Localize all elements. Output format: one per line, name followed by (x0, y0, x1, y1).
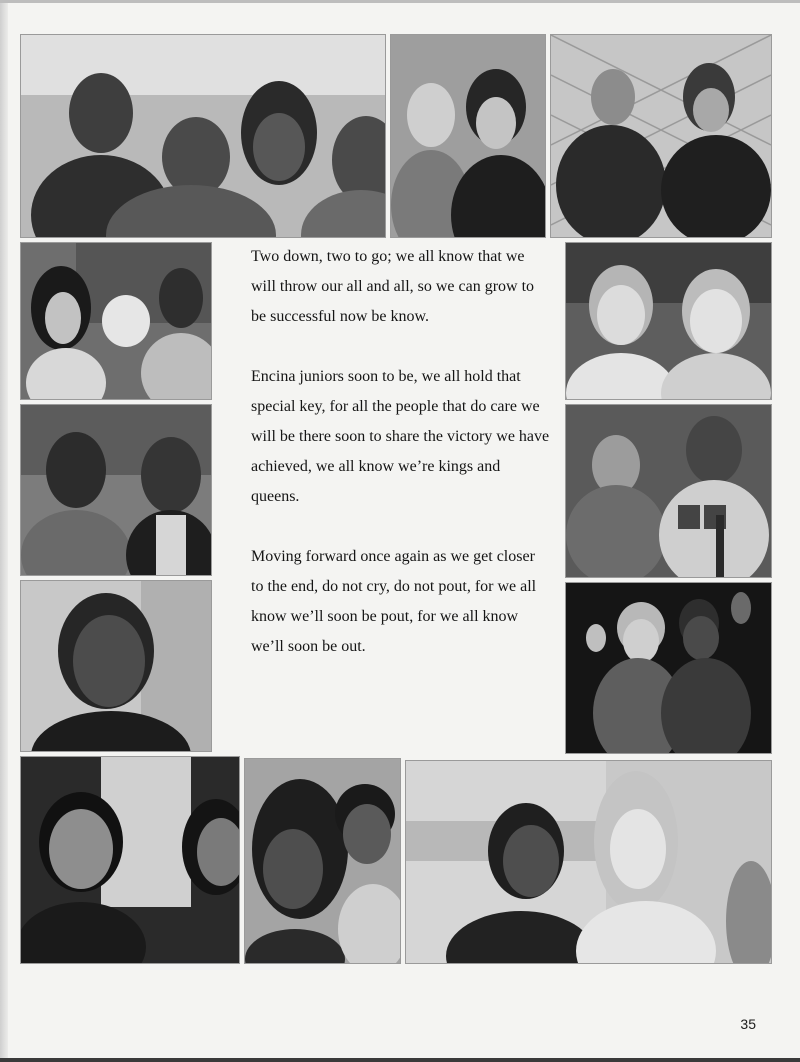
photo-two-girls-laughing (20, 756, 240, 964)
photo-four-girls-smiling (20, 34, 386, 238)
poem-stanza: Moving forward once again as we get closer to the end, do not cry, do not pout, for we all know we’ll soon be pout, for we all know we’ll soon be out. (251, 548, 537, 655)
poem-stanza: Two down, two to go; we all know that we will throw our all and all, so we can grow to be successful now be know. (251, 248, 535, 325)
page-number: 35 (740, 1016, 756, 1032)
photo-girls-with-balloon (20, 242, 212, 400)
photo-two-students-by-fence (550, 34, 772, 238)
photo-two-girls-outdoors (390, 34, 546, 238)
photo-two-boys-in-bleachers (565, 404, 772, 578)
page-top-edge (0, 0, 800, 3)
photo-two-blond-girls (565, 242, 772, 400)
photo-smiling-student-closeup (20, 580, 212, 752)
poem-stanza: Encina juniors soon to be, we all hold that special key, for all the people that do care we will be there soon to share the victory we have achieved, we all know we’re kings and queens. (251, 368, 550, 505)
photo-two-students-portrait (20, 404, 212, 576)
poem-text (251, 242, 551, 692)
photo-two-girls-with-braids (244, 758, 401, 964)
photo-two-girls-in-hallway (405, 760, 772, 964)
page-bottom-edge (0, 1058, 800, 1062)
page-binding-edge (0, 0, 8, 1062)
photo-two-students-waving (565, 582, 772, 754)
